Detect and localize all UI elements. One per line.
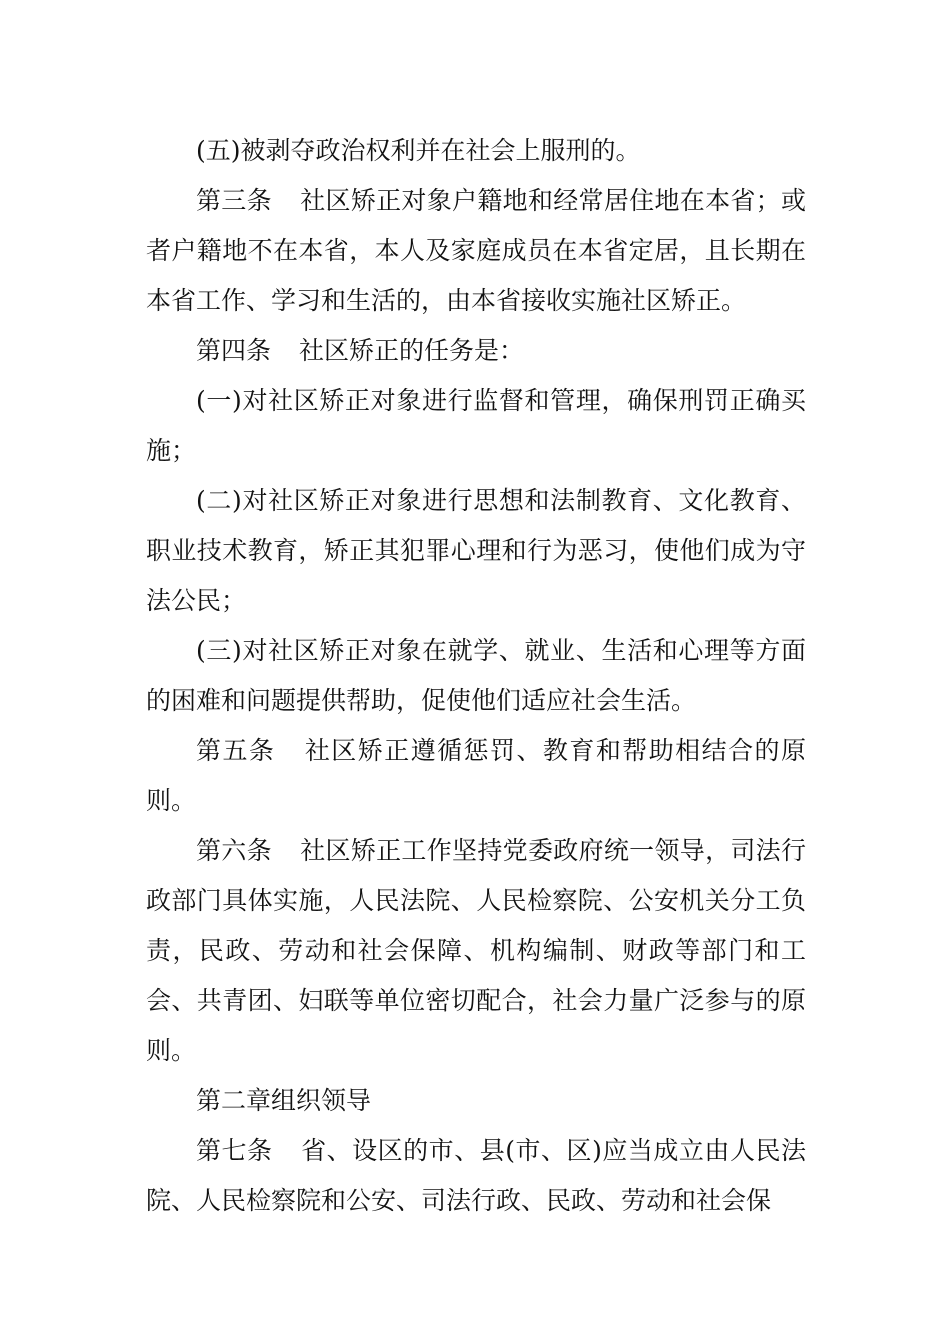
article-4: [146, 326, 806, 376]
paragraph-text: 社区矫正遵循惩罚、教育和帮助相结合的原则。: [146, 736, 806, 815]
article-7: [146, 1126, 806, 1226]
article-5: [146, 726, 806, 826]
paragraph-item-2: [146, 476, 806, 626]
article-number: 第四条: [196, 336, 272, 365]
article-number: 第五条: [196, 736, 276, 765]
chapter-title: 第二章组织领导: [196, 1086, 372, 1115]
article-3: [146, 176, 806, 326]
paragraph-text: 社区矫正工作坚持党委政府统一领导，司法行政部门具体实施，人民法院、人民检察院、公安机关分工负责，民政、劳动和社会保障、机构编制、财政等部门和工会、共青团、妇联等单位密切配合，社会力量广泛参与的原则。: [146, 836, 806, 1065]
chapter-heading: [146, 1076, 806, 1126]
paragraph-text: 社区矫正的任务是：: [299, 336, 525, 365]
document-body: [146, 126, 806, 1226]
paragraph-item-5: [146, 126, 806, 176]
paragraph-text: (二)对社区矫正对象进行思想和法制教育、文化教育、职业技术教育，矫正其犯罪心理和行为恶习，使他们成为守法公民；: [146, 486, 806, 615]
article-number: 第六条: [196, 836, 272, 865]
paragraph-text: (三)对社区矫正对象在就学、就业、生活和心理等方面的困难和问题提供帮助，促使他们适应社会生活。: [146, 636, 806, 715]
paragraph-text: 省、设区的市、县(市、区)应当成立由人民法院、人民检察院和公安、司法行政、民政、劳动和社会保: [146, 1136, 806, 1215]
paragraph-item-1: [146, 376, 806, 476]
paragraph-text: 社区矫正对象户籍地和经常居住地在本省；或者户籍地不在本省，本人及家庭成员在本省定居，且长期在本省工作、学习和生活的，由本省接收实施社区矫正。: [146, 186, 806, 315]
article-number: 第三条: [196, 186, 272, 215]
article-6: [146, 826, 806, 1076]
paragraph-text: (五)被剥夺政治权利并在社会上服刑的。: [196, 136, 641, 165]
paragraph-text: (一)对社区矫正对象进行监督和管理，确保刑罚正确买施；: [146, 386, 806, 465]
paragraph-item-3: [146, 626, 806, 726]
article-number: 第七条: [196, 1136, 273, 1165]
